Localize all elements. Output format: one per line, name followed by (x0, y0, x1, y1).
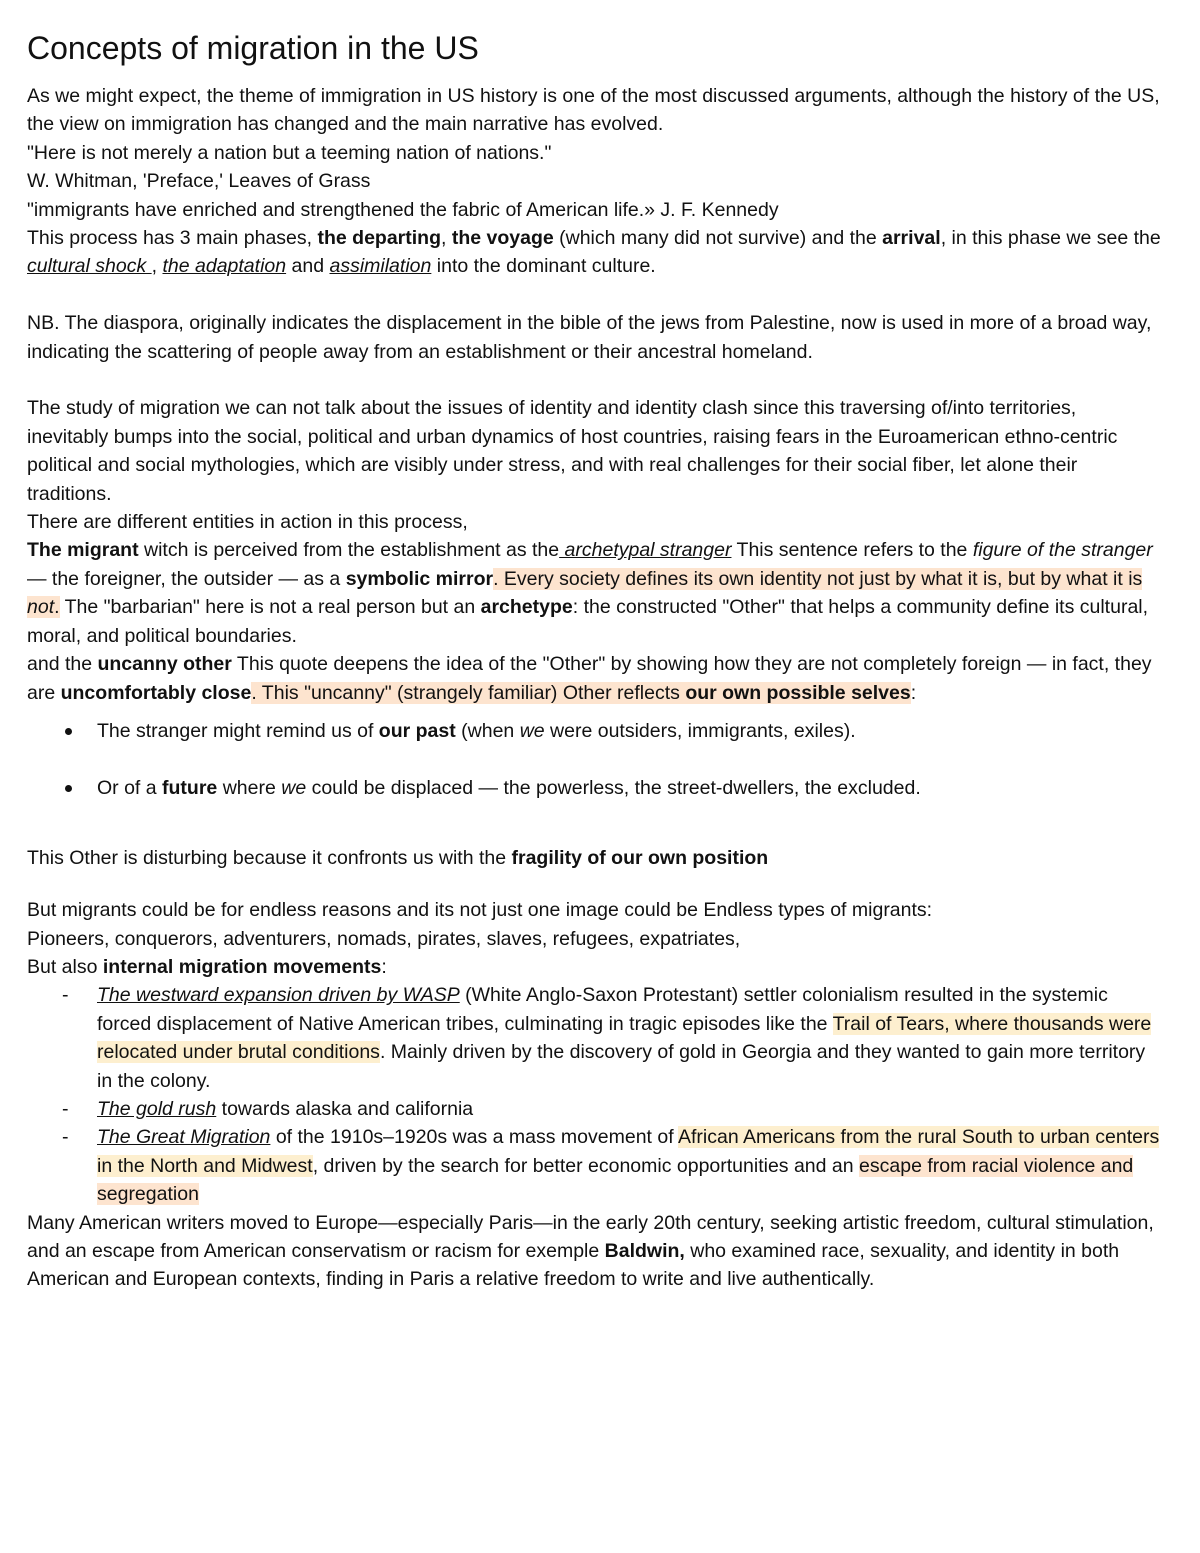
study-paragraph: The study of migration we can not talk about the issues of identity and identity clash since this traversing of/into territories, inevitably bumps into the social, political and urban dynamics of host countries, raising fears in the Euroamerican ethno-centric political and social mythologies, which are visibly under stress, and with real challenges for their social fiber, let alone their traditions. (27, 397, 1118, 505)
intro-paragraph: As we might expect, the theme of immigration in US history is one of the most discussed arguments, although the history of the US, the view on immigration has changed and the main narrative has evolved. (27, 85, 1160, 136)
entities-line: There are different entities in action in this process, (27, 511, 468, 534)
highlight-identity: Every society defines its own identity not just by what it is, but by what it is (503, 567, 1143, 590)
disturbing-line: This Other is disturbing because it confronts us with the fragility of our own position (27, 846, 769, 869)
stranger-bullet-list (27, 717, 1162, 803)
writers-paragraph: Many American writers moved to Europe—especially Paris—in the early 20th century, seeking artistic freedom, cultural stimulation, and an escape from American conservatism or racism for exemple Baldwin, who examined race, sexuality, and identity in both American and European contexts, finding in Paris a relative freedom to write and live authentically. (27, 1211, 1154, 1291)
adaptation-term: the adaptation (162, 255, 287, 278)
highlight-african-americans: African Americans from the rural South to urban centers in the North and Midwest (97, 1126, 1160, 1177)
migrant-types-line: Pioneers, conquerors, adventurers, nomads, pirates, slaves, refugees, expatriates, (27, 927, 741, 950)
whitman-quote: "Here is not merely a nation but a teeming nation of nations." (27, 141, 552, 164)
assimilation-term: assimilation (329, 255, 432, 278)
list-item-westward-expansion: - The westward expansion driven by WASP (White Anglo-Saxon Protestant) settler colonialism resulted in the systemic forced displacement of Native American tribes, culminating in tragic episodes like the Trail of Tears, where thousands were relocated under brutal conditions. Mainly driven by the discovery of gold in Georgia and they wanted to gain more territory in the colony. (62, 984, 1152, 1092)
kennedy-quote: "immigrants have enriched and strengthened the fabric of American life.» J. F. Kennedy (27, 198, 779, 221)
list-item: Or of a future where we could be displaced — the powerless, the street-dwellers, the excluded. (27, 774, 1162, 802)
migrant-paragraph: The migrant witch is perceived from the establishment as the archetypal stranger This sentence refers to the figure of the stranger — the foreigner, the outsider — as a symbolic mirror. Every society defines its own identity not just by what it is, but by what it is not. The "barbarian" here is not a real person but an archetype: the constructed "Other" that helps a community define its cultural, moral, and political boundaries. (27, 539, 1153, 647)
document-page (27, 28, 1162, 1294)
list-item-gold-rush: - The gold rush towards alaska and california (62, 1097, 474, 1120)
diaspora-note: NB. The diaspora, originally indicates the displacement in the bible of the jews from Palestine, now is used in more of a broad way, indicating the scattering of people away from an establishment or their ancestral homeland. (27, 312, 1152, 363)
list-item-great-migration: - The Great Migration of the 1910s–1920s was a mass movement of African Americans from the rural South to urban centers in the North and Midwest, driven by the search for better economic opportunities and an escape from racial violence and segregation (62, 1126, 1160, 1206)
cultural-shock-term: cultural shock (27, 255, 152, 278)
whitman-quote-source: W. Whitman, 'Preface,' Leaves of Grass (27, 170, 371, 193)
highlight-trail-of-tears: Trail of Tears, where thousands were relocated under brutal conditions (97, 1012, 1152, 1064)
phases-paragraph: This process has 3 main phases, the departing, the voyage (which many did not survive) and the arrival, in this phase we see the cultural shock , the adaptation and assimilation into the dominant culture. (27, 227, 1161, 278)
endless-reasons-line: But migrants could be for endless reasons and its not just one image could be Endless types of migrants: (27, 899, 933, 922)
internal-migration-line: But also internal migration movements: (27, 955, 387, 978)
uncanny-paragraph: and the uncanny other This quote deepens the idea of the "Other" by showing how they are not completely foreign — in fact, they are uncomfortably close. This "uncanny" (strangely familiar) Other reflects our own possible selves: (27, 653, 1152, 704)
archetypal-stranger-term: archetypal stranger (559, 539, 732, 562)
highlight-escape: escape from racial violence and segregation (97, 1154, 1134, 1206)
internal-migration-list (27, 981, 1162, 1208)
highlight-uncanny: . This "uncanny" (strangely familiar) Other reflects our own possible selves (251, 681, 911, 704)
list-item: The stranger might remind us of our past (when we were outsiders, immigrants, exiles). (27, 717, 1162, 745)
document-title: Concepts of migration in the US (27, 30, 479, 66)
